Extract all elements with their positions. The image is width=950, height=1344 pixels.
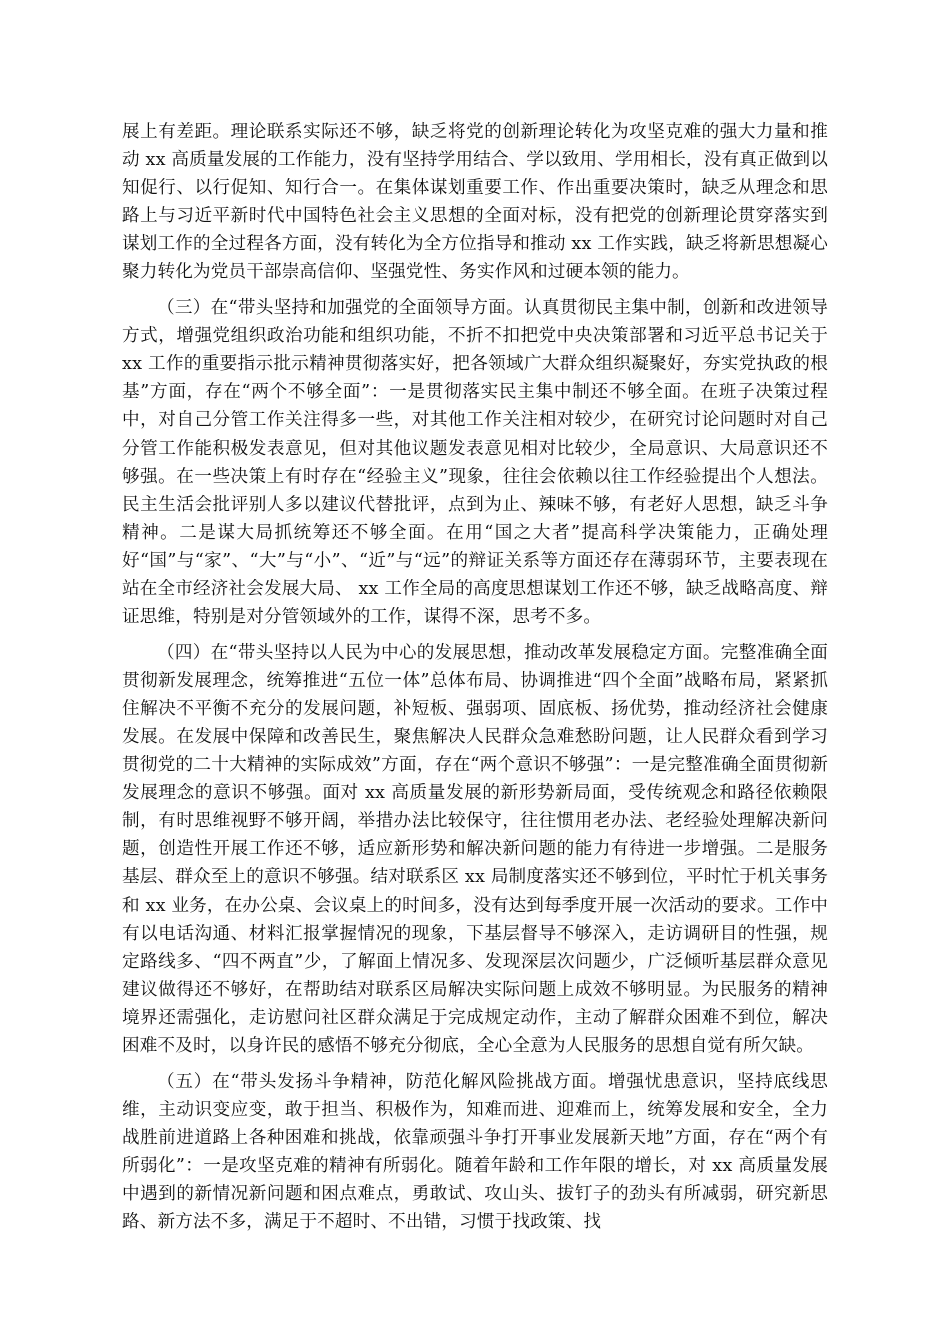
document-page xyxy=(122,118,828,1236)
paragraph-section-three: （三）在“带头坚持和加强党的全面领导方面。认真贯彻民主集中制，创新和改进领导方式，增强党组织政治功能和组织功能，不折不扣把党中央决策部署和习近平总书记关于 xx 工作的重要指示批示精神贯彻落实好，把各领域广大群众组织凝聚好，夯实党执政的根基”方面，存在“两个不够全面”：一是贯彻落实民主集中制还不够全面。在班子决策过程中，对自己分管工作关注得多一些，对其他工作关注相对较少，在研究讨论问题时对自己分管工作能积极发表意见，但对其他议题发表意见相对比较少，全局意识、大局意识还不够强。在一些决策上有时存在“经验主义”现象，往往会依赖以往工作经验提出个人想法。民主生活会批评别人多以建议代替批评，点到为止、辣味不够，有老好人思想，缺乏斗争精神。二是谋大局抓统筹还不够全面。在用“国之大者”提高科学决策能力，正确处理好“国”与“家”、“大”与“小”、“近”与“远”的辩证关系等方面还存在薄弱环节，主要表现在站在全市经济社会发展大局、 xx 工作全局的高度思想谋划工作还不够，缺乏战略高度、辩证思维，特别是对分管领域外的工作，谋得不深，思考不多。 xyxy=(122,298,828,628)
paragraph-continued-theory: 展上有差距。理论联系实际还不够，缺乏将党的创新理论转化为攻坚克难的强大力量和推动 xx 高质量发展的工作能力，没有坚持学用结合、学以致用、学用相长，没有真正做到以知促行、以行促知、知行合一。在集体谋划重要工作、作出重要决策时，缺乏从理念和思路上与习近平新时代中国特色社会主义思想的全面对标，没有把党的创新理论贯穿落实到谋划工作的全过程各方面，没有转化为全方位指导和推动 xx 工作实践，缺乏将新思想凝心聚力转化为党员干部崇高信仰、坚强党性、务实作风和过硬本领的能力。 xyxy=(122,122,828,283)
paragraph-section-five: （五）在“带头发扬斗争精神，防范化解风险挑战方面。增强忧患意识，坚持底线思维，主动识变应变，敢于担当、积极作为，知难而进、迎难而上，统筹发展和安全，全力战胜前进道路上各种困难和挑战，依靠顽强斗争打开事业发展新天地”方面，存在“两个有所弱化”：一是攻坚克难的精神有所弱化。随着年龄和工作年限的增长，对 xx 高质量发展中遇到的新情况新问题和困点难点，勇敢试、攻山头、拔钉子的劲头有所减弱，研究新思路、新方法不多，满足于不超时、不出错，习惯于找政策、找 xyxy=(122,1071,828,1233)
paragraph-section-four: （四）在“带头坚持以人民为中心的发展思想，推动改革发展稳定方面。完整准确全面贯彻新发展理念，统筹推进“五位一体”总体布局、协调推进“四个全面”战略布局，紧紧抓住解决不平衡不充分的发展问题，补短板、强弱项、固底板、扬优势，推动经济社会健康发展。在发展中保障和改善民生，聚焦解决人民群众急难愁盼问题，让人民群众看到学习贯彻党的二十大精神的实际成效”方面，存在“两个意识不够强”：一是完整准确全面贯彻新发展理念的意识不够强。面对 xx 高质量发展的新形势新局面，受传统观念和路径依赖限制，有时思维视野不够开阔，举措办法比较保守，往往惯用老办法、老经验处理解决新问题，创造性开展工作还不够，适应新形势和解决新问题的能力有待进一步增强。二是服务基层、群众至上的意识不够强。结对联系区 xx 局制度落实还不够到位，平时忙于机关事务和 xx 业务，在办公桌、会议桌上的时间多，没有达到每季度开展一次活动的要求。工作中有以电话沟通、材料汇报掌握情况的现象，下基层督导不够深入，走访调研目的性强，规定路线多、“四不两直”少，了解面上情况多、发现深层次问题少，广泛倾听基层群众意见建议做得还不够好，在帮助结对联系区局解决实际问题上成效不够明显。为民服务的精神境界还需强化，走访慰问社区群众满足于完成规定动作，主动了解群众困难不到位，解决困难不及时，以身许民的感悟不够充分彻底，全心全意为人民服务的思想自觉有所欠缺。 xyxy=(122,642,828,1056)
